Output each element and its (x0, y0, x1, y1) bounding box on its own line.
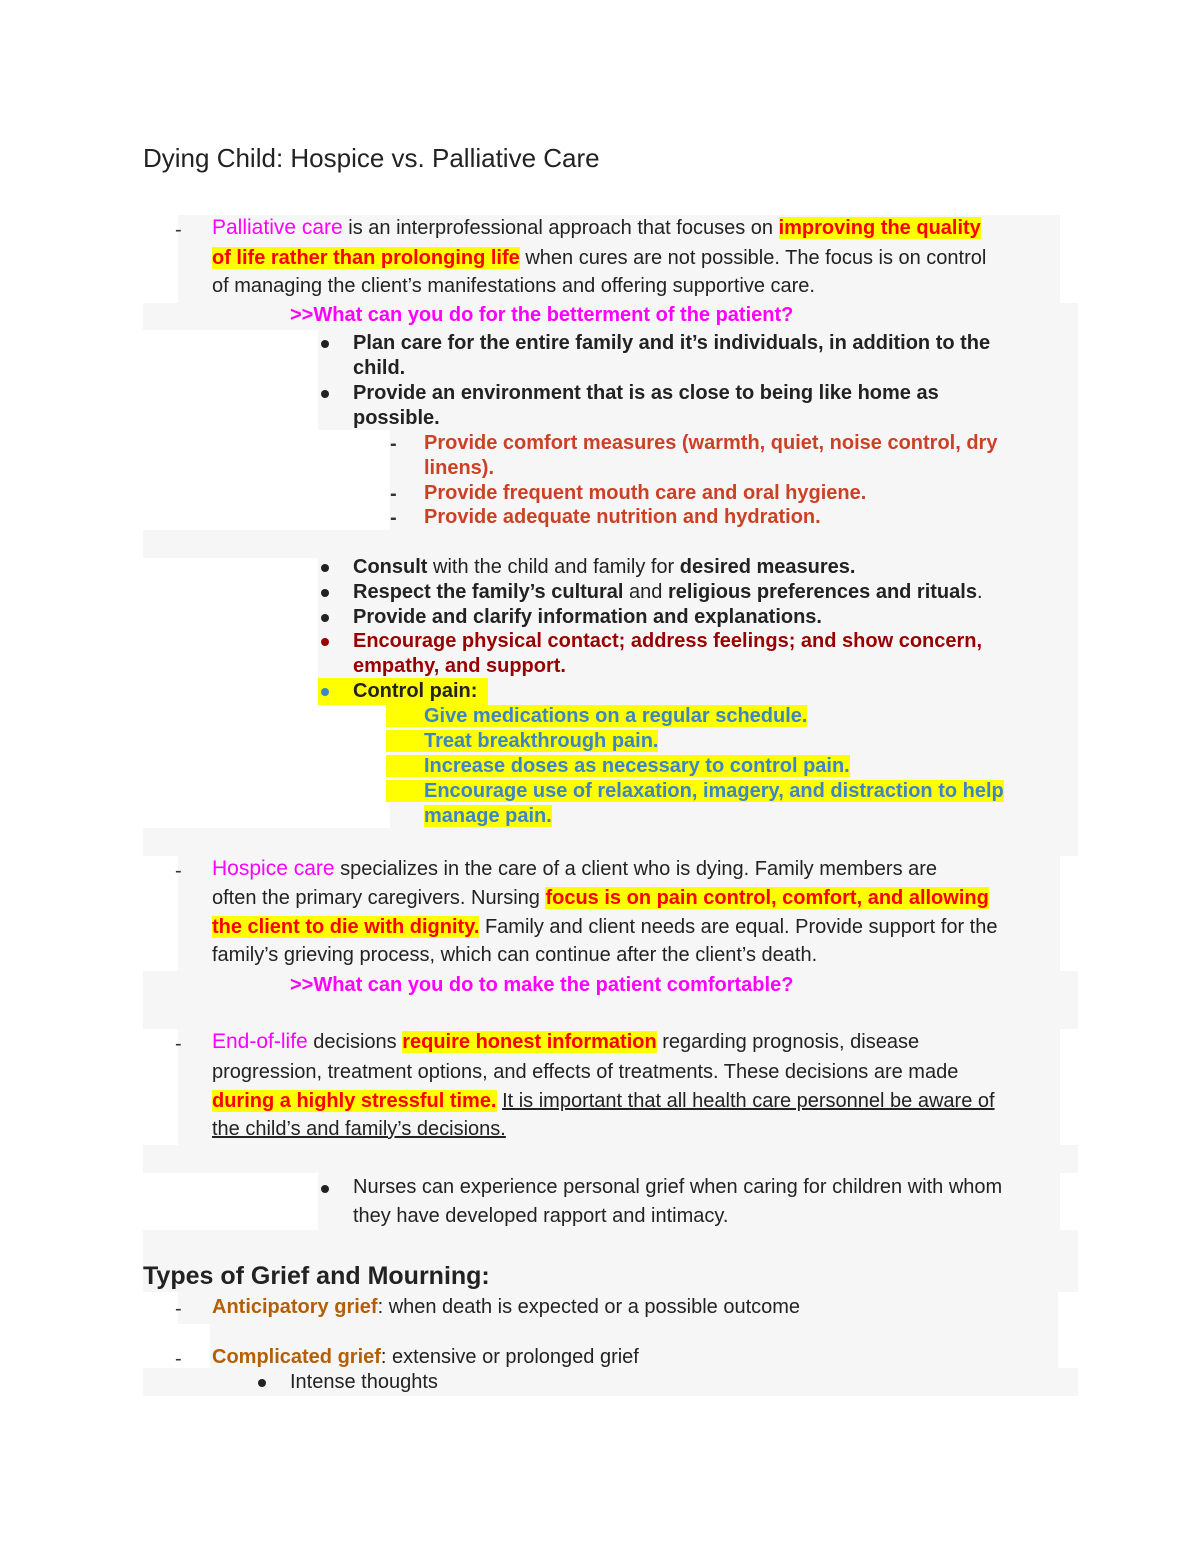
bullet-dot (321, 688, 329, 696)
eol-line-3 (212, 1087, 995, 1115)
pain-text: Treat breakthrough pain. (386, 730, 658, 752)
bullet-dot (321, 564, 329, 572)
palliative-line-2 (212, 244, 986, 272)
shade-block (143, 1145, 1078, 1173)
bullet-environment-cont: possible. (353, 407, 440, 429)
bold-text: desired measures. (679, 556, 856, 578)
grief-text: : when death is expected or a possible outcome (377, 1296, 801, 1318)
bold-text: Respect the family’s cultural (353, 581, 624, 603)
hospice-line-3 (212, 913, 997, 941)
sub-nutrition: Provide adequate nutrition and hydration. (424, 506, 821, 528)
bullet-respect (353, 578, 983, 606)
grief-text: : extensive or prolonged grief (380, 1346, 639, 1368)
grief-heading: Types of Grief and Mourning: (143, 1262, 490, 1290)
dash-bullet: - (175, 860, 182, 882)
plain-text: and (623, 581, 668, 603)
shade-block (143, 1368, 1078, 1396)
pain-item-doses (386, 752, 850, 780)
pain-item-relaxation-cont (424, 802, 552, 830)
bullet-control-pain: Control pain: (353, 680, 478, 702)
hospice-highlight: the client to die with dignity. (212, 916, 480, 938)
plain-text: with the child and family for (427, 556, 680, 578)
bullet-provide-info: Provide and clarify information and explanations. (353, 606, 822, 628)
eol-term: End-of-life (212, 1030, 308, 1053)
pain-item-relaxation (386, 777, 1004, 805)
bullet-encourage-contact-cont: empathy, and support. (353, 655, 566, 677)
bullet-dot (321, 340, 329, 348)
palliative-question: >>What can you do for the betterment of the patient? (290, 304, 794, 326)
dash-bullet: - (175, 1348, 182, 1370)
bullet-dot (321, 638, 329, 646)
bullet-dot (258, 1379, 266, 1387)
plain-text: . (976, 581, 983, 603)
eol-underlined: It is important that all health care personnel be aware of (502, 1090, 995, 1112)
palliative-line-1 (212, 214, 981, 242)
hospice-text: family’s grieving process, which can continue after the client’s death. (212, 944, 818, 966)
bullet-encourage-contact: Encourage physical contact; address feelings; and show concern, (353, 630, 983, 652)
hospice-line-4 (212, 941, 817, 969)
pain-text: Encourage use of relaxation, imagery, and distraction to help (386, 780, 1004, 802)
pain-text: Increase doses as necessary to control pain. (386, 755, 850, 777)
bullet-dot (321, 614, 329, 622)
grief-anticipatory (212, 1293, 800, 1321)
bullet-environment: Provide an environment that is as close to being like home as (353, 382, 939, 404)
grief-sub-intense-thoughts: Intense thoughts (290, 1371, 438, 1393)
dash-bullet: - (175, 219, 182, 241)
hospice-line-2 (212, 884, 989, 912)
eol-text: regarding prognosis, disease (656, 1031, 920, 1053)
sub-comfort-measures-cont: linens). (424, 457, 495, 479)
shade-block (143, 828, 1078, 856)
bullet-plan-care: Plan care for the entire family and it’s individuals, in addition to the (353, 332, 991, 354)
hospice-text: specializes in the care of a client who is dying. Family members are (334, 858, 938, 880)
eol-underlined: the child’s and family’s decisions. (212, 1118, 506, 1140)
pain-text: Give medications on a regular schedule. (386, 705, 807, 727)
palliative-text: is an interprofessional approach that focuses on (342, 217, 779, 239)
palliative-text: when cures are not possible. The focus is on control (519, 247, 987, 269)
sub-mouth-care: Provide frequent mouth care and oral hygiene. (424, 482, 867, 504)
dash-bullet: - (175, 1033, 182, 1055)
grief-term: Anticipatory grief (212, 1296, 378, 1318)
bullet-plan-care-cont: child. (353, 357, 406, 379)
grief-complicated (212, 1343, 639, 1371)
hospice-text: often the primary caregivers. Nursing (212, 887, 546, 909)
hospice-term: Hospice care (212, 857, 335, 880)
eol-line-1 (212, 1028, 919, 1056)
palliative-highlight: improving the quality (778, 217, 981, 239)
nurses-grief-line-2: they have developed rapport and intimacy. (353, 1205, 729, 1227)
nurses-grief-line-1: Nurses can experience personal grief when caring for children with whom (353, 1176, 1003, 1198)
palliative-term: Palliative care (212, 216, 343, 239)
bullet-dot (321, 589, 329, 597)
palliative-line-3 (212, 272, 815, 300)
bold-text: Consult (353, 556, 428, 578)
hospice-text: Family and client needs are equal. Provide support for the (479, 916, 998, 938)
eol-line-4 (212, 1115, 506, 1143)
hospice-line-1 (212, 855, 937, 883)
sub-comfort-measures: Provide comfort measures (warmth, quiet, noise control, dry (424, 432, 998, 454)
hospice-question: >>What can you do to make the patient comfortable? (290, 974, 794, 996)
eol-highlight: require honest information (402, 1031, 657, 1053)
palliative-highlight: of life rather than prolonging life (212, 247, 520, 269)
grief-term: Complicated grief (212, 1346, 381, 1368)
bullet-consult (353, 553, 855, 581)
bold-text: religious preferences and rituals (667, 581, 977, 603)
eol-text: progression, treatment options, and effects of treatments. These decisions are made (212, 1061, 959, 1083)
dash-bullet: - (390, 433, 397, 455)
dash-bullet: - (175, 1298, 182, 1320)
pain-item-breakthrough (386, 727, 658, 755)
page-title: Dying Child: Hospice vs. Palliative Care (143, 143, 600, 173)
pain-text: manage pain. (424, 805, 552, 827)
dash-bullet: - (390, 507, 397, 529)
eol-line-2 (212, 1058, 958, 1086)
eol-text: decisions (307, 1031, 403, 1053)
bullet-dot (321, 390, 329, 398)
bullet-dot (321, 1185, 329, 1193)
hospice-highlight: focus is on pain control, comfort, and allowing (545, 887, 989, 909)
pain-item-medications (386, 702, 807, 730)
dash-bullet: - (390, 483, 397, 505)
eol-highlight: during a highly stressful time. (212, 1090, 497, 1112)
palliative-text: of managing the client’s manifestations and offering supportive care. (212, 275, 815, 297)
